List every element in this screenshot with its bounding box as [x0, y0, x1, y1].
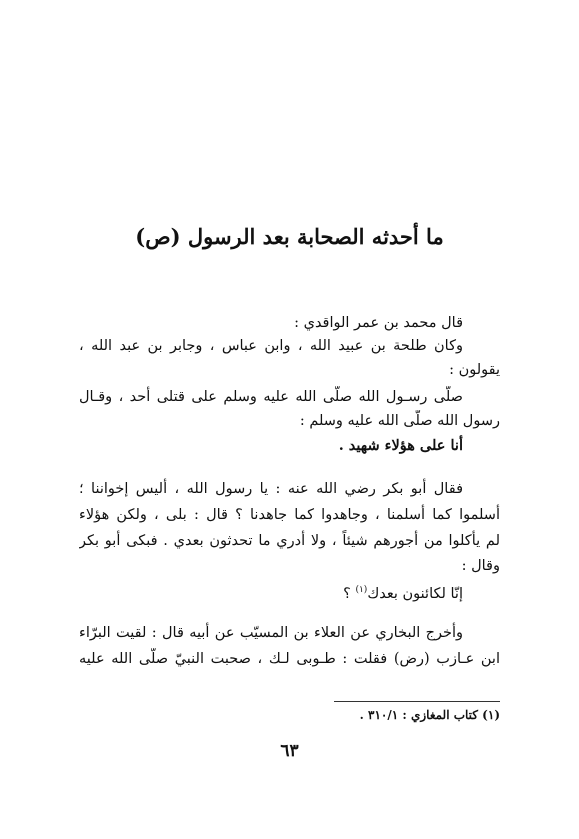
page-title: ما أحدثه الصحابة بعد الرسول (ص): [135, 224, 444, 249]
text-span: ؟: [343, 585, 356, 602]
text-line: فقال أبو بكر رضي الله عنه : يا رسول الله ، أليس إخواننا ؛: [79, 481, 463, 497]
text-line: أسلموا كما أسلمنا ، وجاهدوا كما جاهدنا ؟ قال : بلى ، ولكن هؤلاء: [79, 507, 500, 523]
footnote-divider: [334, 701, 500, 702]
text-line: أنا على هؤلاء شهيد .: [338, 437, 463, 454]
text-line: يقولون :: [449, 362, 500, 378]
footnote-marker: (١): [355, 585, 368, 595]
text-line: وكان طلحة بن عبيد الله ، وابن عباس ، وجابر بن عبد الله ،: [79, 338, 463, 354]
text-line: لم يأكلوا من أجورهم شيئاً ، ولا أدري ما تحدثون بعدي . فبكى أبو بكر: [79, 533, 500, 549]
page-number: ٦٣: [280, 741, 299, 761]
text-line: ابن عـازب (رض) فقلت : طـوبى لـك ، صحبت النبيّ صلّى الله عليه: [79, 651, 500, 667]
footnote: (١) كتاب المغازي : ٣١٠/١ .: [359, 708, 500, 722]
text-line: قال محمد بن عمر الواقدي :: [294, 315, 463, 331]
text-line: وأخرج البخاري عن العلاء بن المسيّب عن أبيه قال : لقيت البرّاء: [79, 625, 463, 641]
text-line: وقال :: [461, 558, 500, 574]
text-span: إنّا لكائنون بعدك: [367, 585, 463, 602]
text-line: رسول الله صلّى الله عليه وسلم :: [299, 413, 500, 429]
text-line: صلّى رسـول الله صلّى الله عليه وسلم على قتلى أحد ، وقـال: [79, 389, 463, 405]
text-line: [79, 579, 463, 605]
